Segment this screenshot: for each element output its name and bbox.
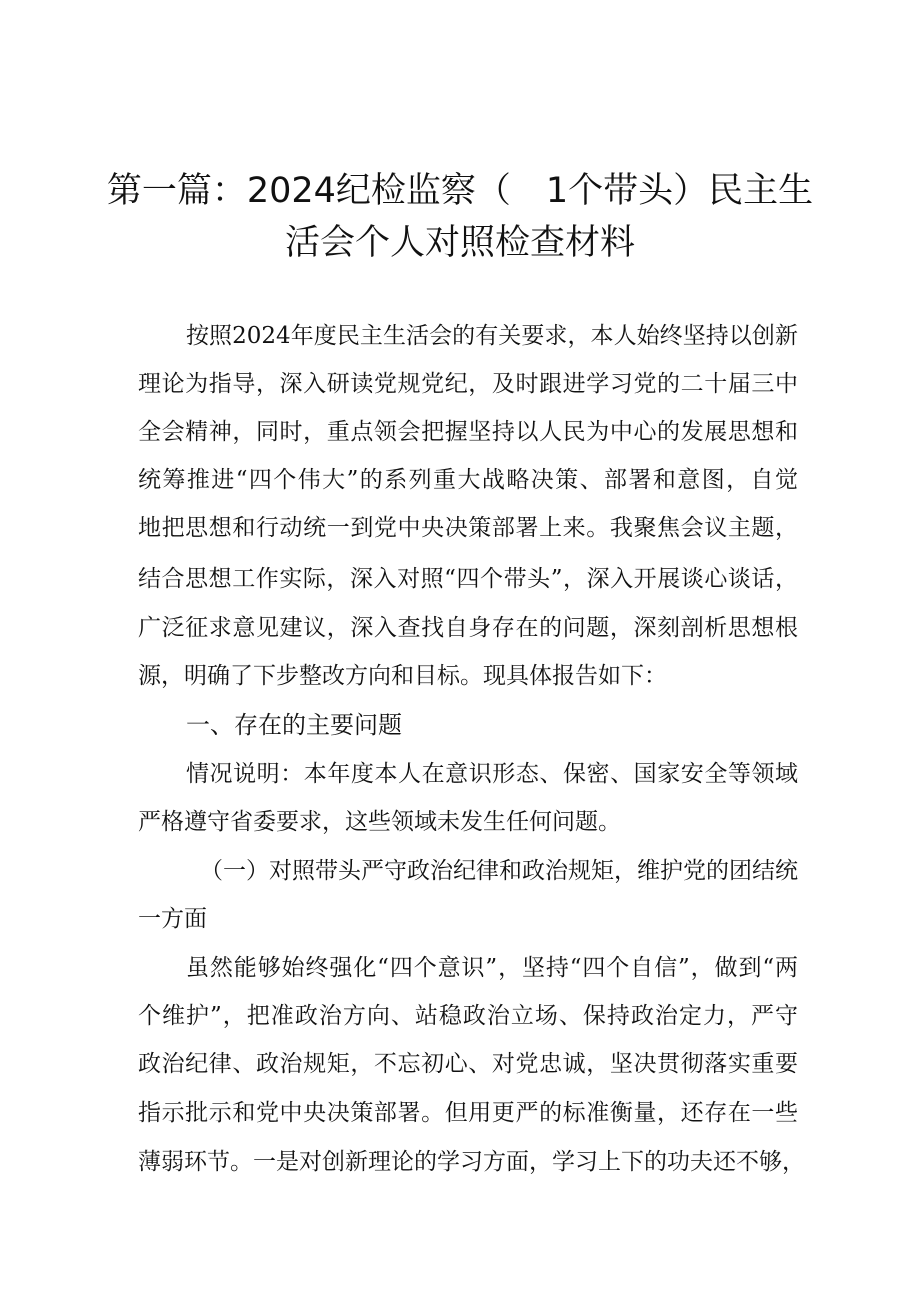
body-line-1: 虽然能够始终强化“四个意识”，坚持“四个自信”，做到“两 (186, 955, 798, 981)
body-line-4: 指示批示和党中央决策部署。但用更严的标准衡量，还存在一些 (138, 1100, 798, 1126)
intro-line-2: 理论为指导，深入研读党规党纪，及时跟进学习党的二十届三中 (138, 371, 798, 397)
body-line-2: 个维护”，把准政治方向、站稳政治立场、保持政治定力，严守 (138, 1003, 798, 1029)
intro-line-5: 地把思想和行动统一到党中央决策部署上来。我聚焦会议主题， (138, 515, 798, 541)
body-line-3: 政治纪律、政治规矩，不忘初心、对党忠诚，坚决贯彻落实重要 (138, 1051, 798, 1077)
document-title-line-2: 活会个人对照检查材料 (284, 223, 635, 263)
note-line-1: 情况说明：本年度本人在意识形态、保密、国家安全等领域 (186, 761, 798, 787)
intro-line-6: 结合思想工作实际，深入对照“四个带头”，深入开展谈心谈话， (138, 566, 798, 592)
subsection-line-2: 一方面 (138, 906, 207, 932)
intro-line-4: 统筹推进“四个伟大”的系列重大战略决策、部署和意图，自觉 (138, 467, 798, 493)
subsection-line-1: （一）对照带头严守政治纪律和政治规矩，维护党的团结统 (200, 858, 798, 884)
intro-line-7: 广泛征求意见建议，深入查找自身存在的问题，深刻剖析思想根 (138, 615, 798, 641)
intro-line-8: 源，明确了下步整改方向和目标。现具体报告如下： (138, 663, 667, 689)
intro-line-3: 全会精神，同时，重点领会把握坚持以人民为中心的发展思想和 (138, 419, 798, 445)
note-line-2: 严格遵守省委要求，这些领域未发生任何问题。 (138, 809, 621, 835)
body-line-5: 薄弱环节。一是对创新理论的学习方面，学习上下的功夫还不够， (138, 1149, 805, 1175)
intro-line-1: 按照2024年度民主生活会的有关要求，本人始终坚持以创新 (186, 323, 798, 349)
section-heading: 一、存在的主要问题 (186, 711, 402, 739)
document-title-line-1: 第一篇：2024纪检监察（ 1个带头）民主生 (106, 171, 814, 211)
